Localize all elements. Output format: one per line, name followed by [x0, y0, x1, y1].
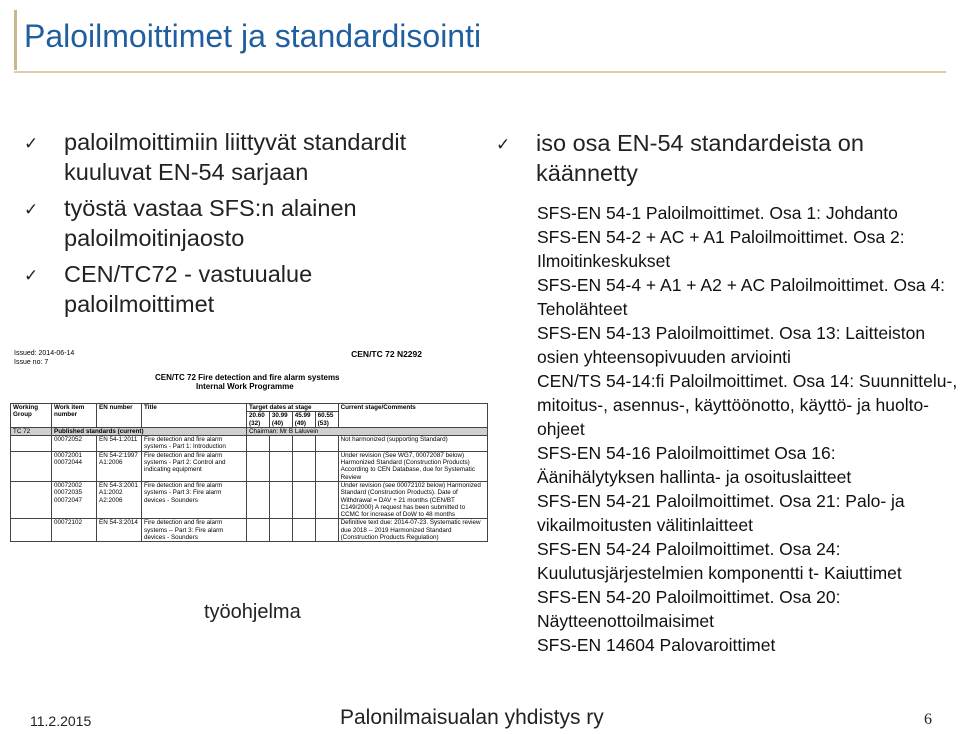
- th-target-dates: Target dates at stage: [247, 404, 339, 412]
- thumb-subtitle: Internal Work Programme: [196, 382, 294, 391]
- checkmark-icon: ✓: [496, 135, 511, 155]
- cell-work-item: 00072002 00072035 00072047: [52, 481, 97, 518]
- cell-published-heading: Published standards (current): [52, 427, 247, 435]
- standard-item: SFS-EN 54-4 + A1 + A2 + AC Paloilmoittimet. Osa 4: Teholähteet: [537, 275, 946, 319]
- thumb-document-code: CEN/TC 72 N2292: [351, 349, 422, 359]
- standard-item: SFS-EN 54-16 Paloilmoittimet Osa 16: Äänihälytyksen hallinta- ja osoituslaitteet: [537, 443, 852, 487]
- image-caption: työohjelma: [204, 601, 301, 623]
- left-bullet-item: [24, 127, 464, 187]
- cell-stage: Definitive text due: 2014-07-23. Systematic review due 2018 -- 2019 Harmonized Standard (Construction Products Regulation): [338, 519, 487, 542]
- cell-work-item: 00072102: [52, 519, 97, 542]
- standard-item: SFS-EN 54-13 Paloilmoittimet. Osa 13: Laitteiston osien yhteensopivuuden arviointi: [537, 323, 926, 367]
- cell-chairman: Chairman: Mr B Laluvein: [247, 427, 488, 435]
- checkmark-icon: ✓: [24, 200, 39, 220]
- thumb-work-programme-table: [10, 403, 488, 542]
- cell-tc: TC 72: [11, 427, 52, 435]
- thumb-issue-info: [14, 349, 74, 367]
- th-stage: 30.99 (40): [269, 412, 292, 428]
- cell-stage: Under revision (see 00072102 below) Harmonized Standard (Construction Products). Date of Withdrawal = DAV + 21 months (CEN/BT C149/2000) A request has been submitted to CCMC for increase of DoW to 48 months: [338, 481, 487, 518]
- standard-item: SFS-EN 54-21 Paloilmoittimet. Osa 21: Palo- ja vikailmoitusten välitinlaitteet: [537, 491, 905, 535]
- footer-organization: Palonilmaisualan yhdistys ry: [340, 706, 604, 729]
- standard-item: SFS-EN 14604 Palovaroittimet: [537, 635, 776, 655]
- work-programme-document-image: [10, 345, 488, 585]
- th-en-number: EN number: [97, 404, 142, 428]
- checkmark-icon: ✓: [24, 266, 39, 286]
- left-bullet-text: paloilmoittimiin liittyvät standardit kuuluvat EN-54 sarjaan: [64, 129, 407, 185]
- cell-title: Fire detection and fire alarm systems -- Part 3: Fire alarm devices - Sounders: [142, 519, 247, 542]
- thumb-issued-date: Issued: 2014-06-14: [14, 350, 75, 357]
- cell-stage: Not harmonized (supporting Standard): [338, 436, 487, 452]
- th-title: Title: [142, 404, 247, 428]
- cell-stage: Under revision (See WG7, 00072087 below) Harmonized Standard (Construction Products) According to CEN Database, due for Systematic Review: [338, 451, 487, 481]
- checkmark-icon: ✓: [24, 134, 39, 154]
- left-bullet-item: [24, 259, 464, 319]
- right-heading-text: iso osa EN-54 standardeista on käännetty: [536, 130, 864, 186]
- cell-title: Fire detection and fire alarm systems - Part 2: Control and indicating equipment: [142, 451, 247, 481]
- standard-item: CEN/TS 54-14:fi Paloilmoittimet. Osa 14: Suunnittelu-, mitoitus-, asennus-, käyttöönotto, käyttö- ja huolto-ohjeet: [537, 371, 958, 439]
- left-bullet-text: CEN/TC72 - vastuualue paloilmoittimet: [64, 261, 313, 317]
- th-stage: 20.60 (32): [247, 412, 270, 428]
- cell-en: EN 54-3:2014: [97, 519, 142, 542]
- standards-list: [496, 201, 958, 657]
- right-column: [496, 128, 958, 657]
- title-bar: [0, 0, 960, 74]
- table-row: [11, 451, 488, 481]
- th-work-item: Work item number: [52, 404, 97, 428]
- left-bullet-item: [24, 193, 464, 253]
- cell-en: EN 54-3:2001 A1:2002 A2:2006: [97, 481, 142, 518]
- table-section-row: [11, 427, 488, 435]
- table-row: [11, 436, 488, 452]
- right-bullet-heading: [496, 128, 958, 188]
- title-divider: [14, 71, 946, 73]
- page-title: Paloilmoittimet ja standardisointi: [24, 18, 482, 54]
- cell-en: EN 54-2:1997 A1:2006: [97, 451, 142, 481]
- title-accent-line: [14, 10, 17, 70]
- th-working-group: Working Group: [11, 404, 52, 428]
- standard-item: SFS-EN 54-24 Paloilmoittimet. Osa 24: Kuulutusjärjestelmien komponentti t- Kaiuttimet: [537, 539, 902, 583]
- standard-item: SFS-EN 54-2 + AC + A1 Paloilmoittimet. Osa 2: Ilmoitinkeskukset: [537, 227, 905, 271]
- th-stage: 45.99 (49): [292, 412, 315, 428]
- table-row: [11, 481, 488, 518]
- left-bullet-list: [24, 127, 464, 325]
- thumb-title: CEN/TC 72 Fire detection and fire alarm systems: [155, 373, 340, 382]
- footer-date: 11.2.2015: [30, 713, 92, 729]
- cell-title: Fire detection and fire alarm systems - Part 3: Fire alarm devices - Sounders: [142, 481, 247, 518]
- standard-item: SFS-EN 54-1 Paloilmoittimet. Osa 1: Johdanto: [537, 203, 898, 223]
- thumb-issue-number: Issue no: 7: [14, 359, 49, 366]
- cell-work-item: 00072001 00072044: [52, 451, 97, 481]
- cell-en: EN 54-1:2011: [97, 436, 142, 452]
- table-row: [11, 519, 488, 542]
- table-header-row: [11, 404, 488, 412]
- cell-work-item: 00072052: [52, 436, 97, 452]
- th-stage: 60.55 (53): [315, 412, 338, 428]
- th-current-stage: Current stage/Comments: [338, 404, 487, 428]
- page-number: 6: [924, 711, 932, 728]
- left-bullet-text: työstä vastaa SFS:n alainen paloilmoitinjaosto: [64, 195, 357, 251]
- cell-title: Fire detection and fire alarm systems - Part 1: Introduction: [142, 436, 247, 452]
- standard-item: SFS-EN 54-20 Paloilmoittimet. Osa 20: Näytteenottoilmaisimet: [537, 587, 841, 631]
